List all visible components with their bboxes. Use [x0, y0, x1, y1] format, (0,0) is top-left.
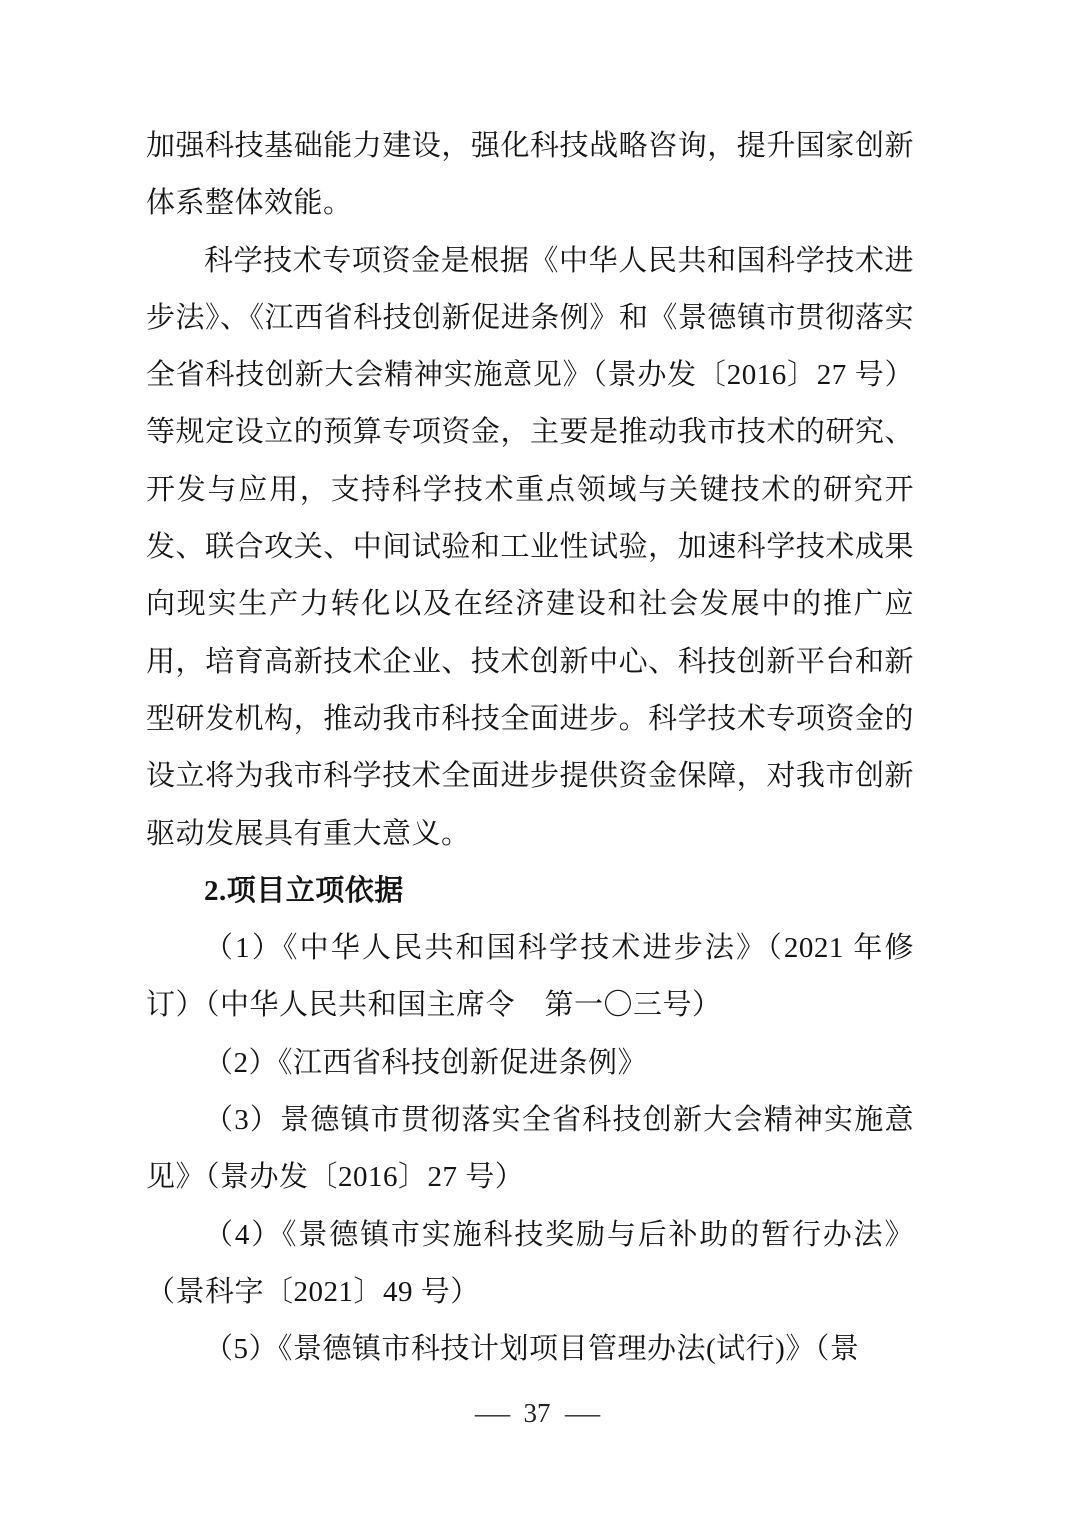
footer-dash-right: — [564, 1398, 600, 1428]
document-body [146, 118, 914, 1379]
page-footer [0, 1398, 1074, 1429]
list-item: （5）《景德镇市科技计划项目管理办法(试行)》（景 [204, 1333, 860, 1366]
body-paragraph: 加强科技基础能力建设，强化科技战略咨询，提升国家创新体系整体效能。 [146, 130, 914, 220]
list-item: （1）《中华人民共和国科学技术进步法》（2021 年修订）（中华人民共和国主席令 第一〇三号） [146, 932, 914, 1022]
body-paragraph: 科学技术专项资金是根据《中华人民共和国科学技术进步法》、《江西省科技创新促进条例》和《景德镇市贯彻落实全省科技创新大会精神实施意见》（景办发〔2016〕27 号）等规定设立的预算专项资金，主要是推动我市技术的研究、开发与应用，支持科学技术重点领域与关键技术的研究开发、联合攻关、中间试验和工业性试验，加速科学技术成果向现实生产力转化以及在经济建设和社会发展中的推广应用，培育高新技术企业、技术创新中心、科技创新平台和新型研发机构，推动我市科技全面进步。科学技术专项资金的设立将为我市科学技术全面进步提供资金保障，对我市创新驱动发展具有重大意义。 [146, 244, 914, 850]
page-number: 37 [523, 1398, 551, 1428]
list-item: （3）景德镇市贯彻落实全省科技创新大会精神实施意见》（景办发〔2016〕27 号） [146, 1104, 914, 1194]
footer-dash-left: — [474, 1398, 510, 1428]
list-item: （2）《江西省科技创新促进条例》 [204, 1046, 648, 1079]
section-heading: 2.项目立项依据 [204, 874, 404, 907]
list-item: （4）《景德镇市实施科技奖励与后补助的暂行办法》（景科字〔2021〕49 号） [146, 1218, 914, 1308]
